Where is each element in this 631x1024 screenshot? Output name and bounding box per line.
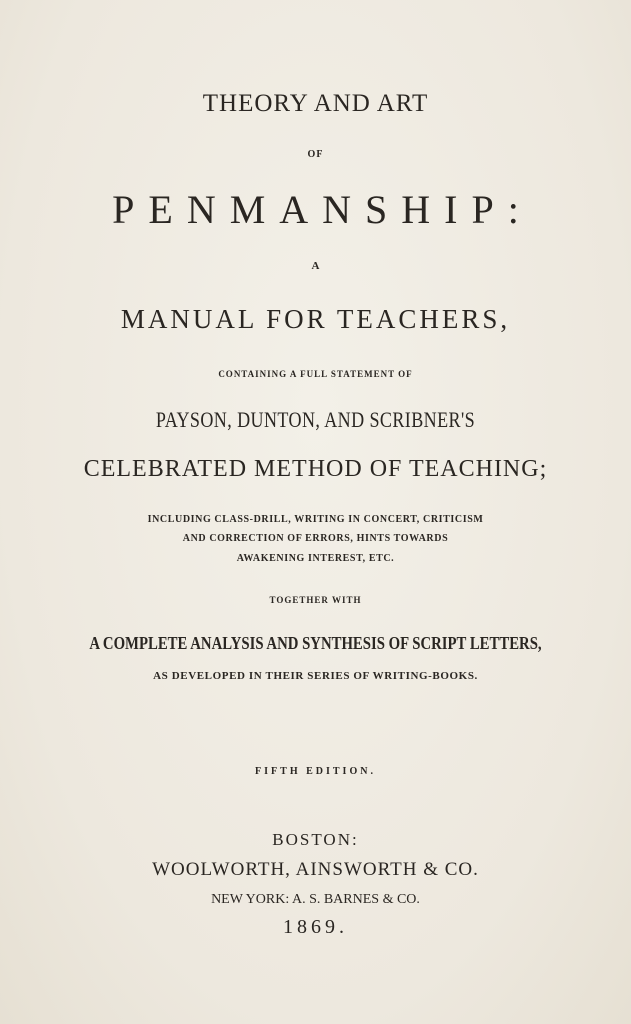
main-title-penmanship: PENMANSHIP: (112, 187, 533, 232)
imprint-publisher: WOOLWORTH, AINSWORTH & CO. (152, 859, 479, 880)
imprint-year: 1869. (283, 916, 348, 938)
line-complete-analysis: A COMPLETE ANALYSIS AND SYNTHESIS OF SCRIPT LETTERS, (89, 633, 542, 653)
title-line-theory-and-art: THEORY AND ART (202, 90, 429, 117)
line-including-3: AWAKENING INTEREST, ETC. (236, 553, 395, 564)
imprint-copublisher: NEW YORK: A. S. BARNES & CO. (211, 892, 420, 907)
line-developed: AS DEVELOPED IN THEIR SERIES OF WRITING-BOOKS. (153, 670, 478, 682)
title-line-of: OF (307, 149, 324, 160)
title-line-a: A (311, 260, 320, 272)
line-authors: PAYSON, DUNTON, AND SCRIBNER'S (155, 407, 476, 432)
subtitle-manual-for-teachers: MANUAL FOR TEACHERS, (120, 304, 511, 334)
line-including-1: INCLUDING CLASS-DRILL, WRITING IN CONCERT, CRITICISM (147, 514, 484, 525)
imprint-city: BOSTON: (272, 830, 359, 849)
edition-statement: FIFTH EDITION. (255, 766, 376, 777)
line-celebrated-method: CELEBRATED METHOD OF TEACHING; (83, 456, 548, 482)
line-containing: CONTAINING A FULL STATEMENT OF (218, 369, 413, 379)
line-together-with: TOGETHER WITH (269, 595, 362, 605)
line-including-2: AND CORRECTION OF ERRORS, HINTS TOWARDS (182, 533, 449, 544)
